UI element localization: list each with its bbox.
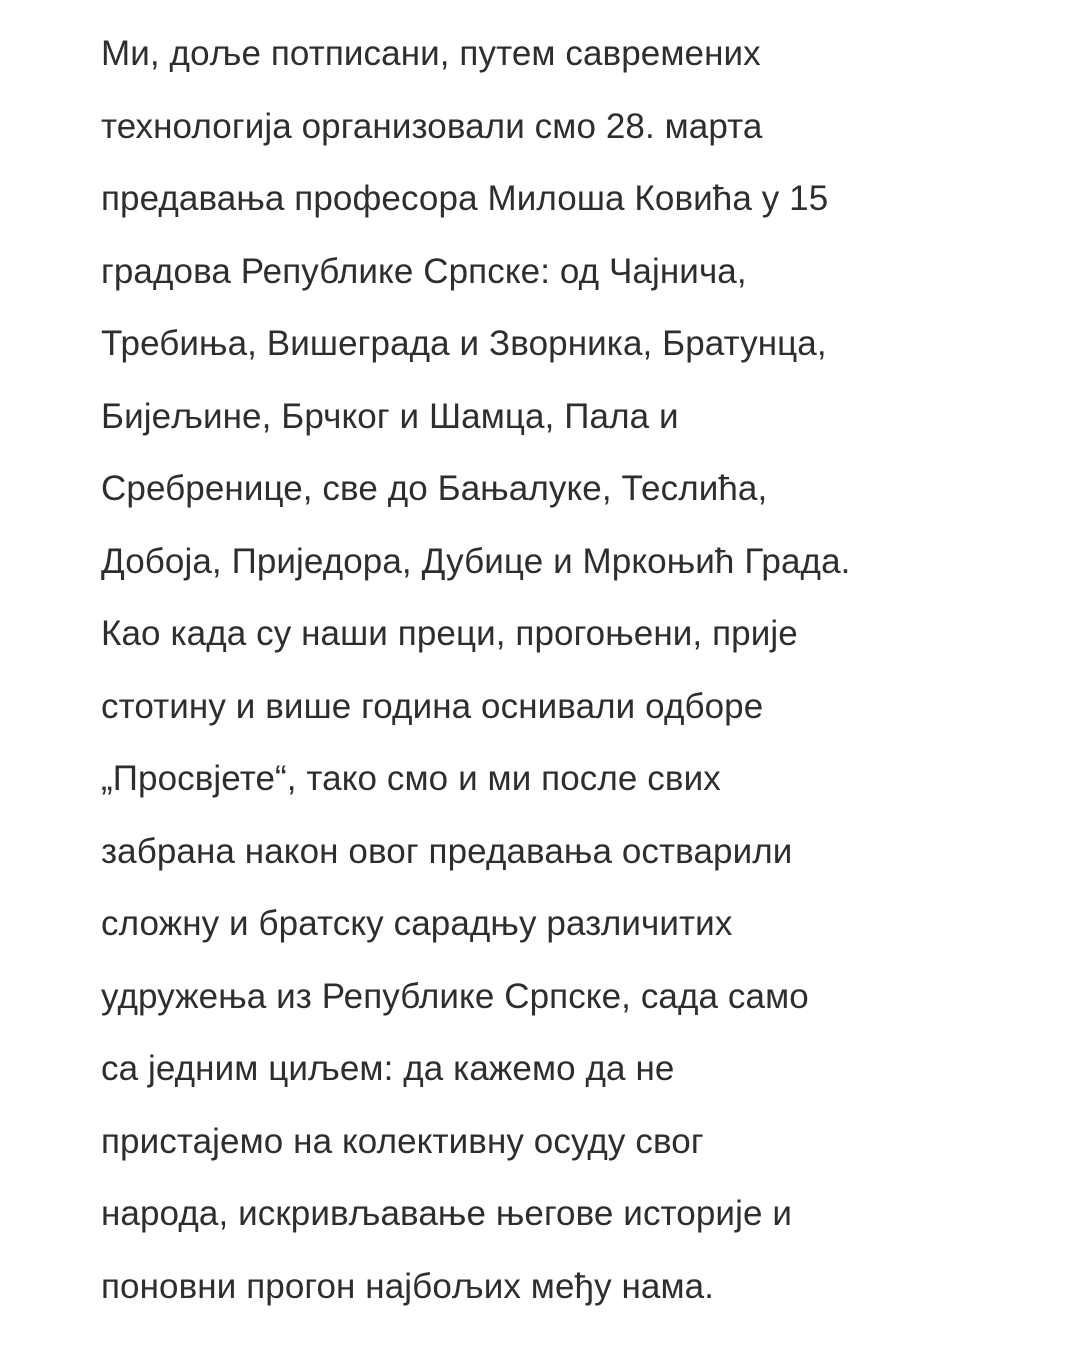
- text-line: Сребренице, све до Бањалуке, Теслића,: [101, 469, 768, 508]
- text-line: предавања професора Милоша Ковића у 15: [101, 179, 829, 218]
- text-line: „Просвјете“, тако смо и ми после свих: [101, 759, 721, 798]
- text-line: Требиња, Вишеграда и Зворника, Братунца,: [101, 324, 827, 363]
- text-line: народа, искривљавање његове историје и: [101, 1194, 792, 1233]
- text-line: поновни прогон најбољих међу нама.: [101, 1266, 715, 1306]
- text-line: Ми, доље потписани, путем савремених: [101, 34, 761, 73]
- text-line: са једним циљем: да кажемо да не: [101, 1049, 675, 1088]
- body-paragraph: [101, 18, 1061, 1323]
- text-line: стотину и више година оснивали одборе: [101, 686, 764, 726]
- text-line: пристајемо на колективну осуду свог: [101, 1121, 704, 1161]
- text-line: градова Републике Српске: од Чајнича,: [101, 251, 747, 291]
- text-line: забрана након овог предавања остварили: [101, 831, 793, 871]
- text-line: удружења из Републике Српске, сада само: [101, 976, 809, 1016]
- text-line: Бијељине, Брчког и Шамца, Пала и: [101, 396, 679, 436]
- text-line: Добоја, Приједора, Дубице и Мркоњић Града.: [101, 541, 851, 581]
- text-line: Као када су наши преци, прогоњени, прије: [101, 614, 798, 653]
- text-line: технологија организовали смо 28. марта: [101, 106, 763, 146]
- text-line: сложну и братску сарадњу различитих: [101, 904, 733, 943]
